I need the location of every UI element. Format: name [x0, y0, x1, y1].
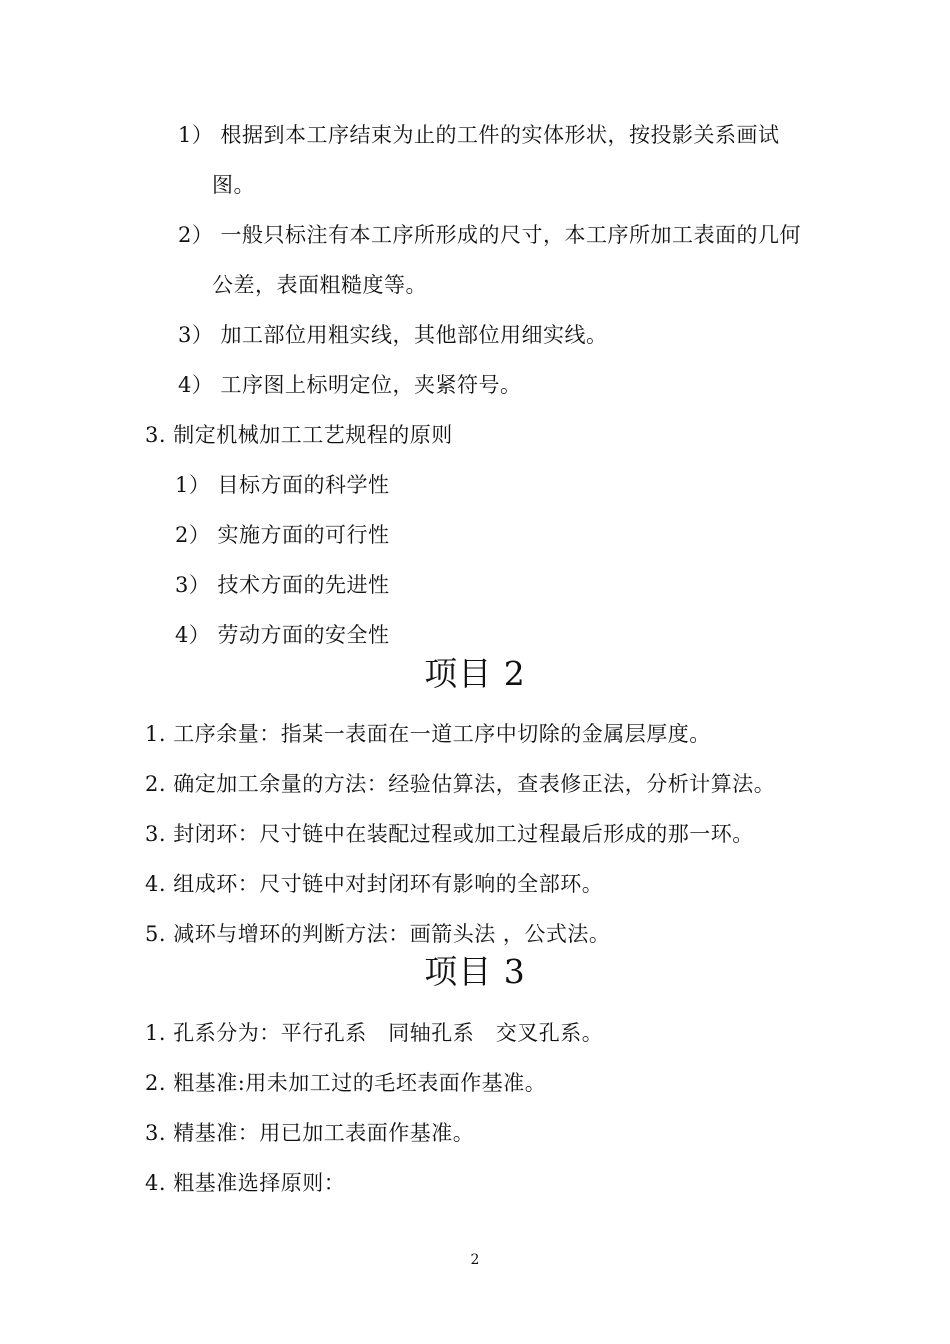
list-item: 4） 劳动方面的安全性	[175, 623, 390, 647]
list-item-continuation: 图。	[212, 173, 255, 197]
list-item: 2） 实施方面的可行性	[175, 523, 390, 547]
numbered-item: 2. 粗基准:用未加工过的毛坯表面作基准。	[145, 1071, 547, 1095]
numbered-item: 1. 孔系分为：平行孔系 同轴孔系 交叉孔系。	[145, 1021, 604, 1045]
list-item: 1） 目标方面的科学性	[175, 473, 390, 497]
numbered-item-title: 3. 制定机械加工工艺规程的原则	[145, 423, 453, 447]
list-item: 2） 一般只标注有本工序所形成的尺寸，本工序所加工表面的几何	[178, 223, 802, 247]
list-item: 1） 根据到本工序结束为止的工件的实体形状，按投影关系画试	[178, 123, 780, 147]
numbered-item: 4. 粗基准选择原则：	[145, 1171, 346, 1195]
page-number: 2	[470, 1252, 480, 1268]
section-heading-project-2: 项目 2	[424, 654, 526, 693]
numbered-item: 1. 工序余量：指某一表面在一道工序中切除的金属层厚度。	[145, 722, 711, 746]
numbered-item: 5. 减环与增环的判断方法：画箭头法 ，公式法。	[145, 922, 611, 946]
numbered-item: 3. 封闭环：尺寸链中在装配过程或加工过程最后形成的那一环。	[145, 822, 754, 846]
list-item: 4） 工序图上标明定位，夹紧符号。	[178, 373, 522, 397]
section-heading-project-3: 项目 3	[424, 952, 526, 991]
list-item: 3） 加工部位用粗实线，其他部位用细实线。	[178, 323, 608, 347]
numbered-item: 2. 确定加工余量的方法：经验估算法，查表修正法，分析计算法。	[145, 772, 776, 796]
numbered-item: 4. 组成环：尺寸链中对封闭环有影响的全部环。	[145, 872, 604, 896]
list-item: 3） 技术方面的先进性	[175, 573, 390, 597]
numbered-item: 3. 精基准：用已加工表面作基准。	[145, 1121, 475, 1145]
list-item-continuation: 公差，表面粗糙度等。	[212, 273, 427, 297]
